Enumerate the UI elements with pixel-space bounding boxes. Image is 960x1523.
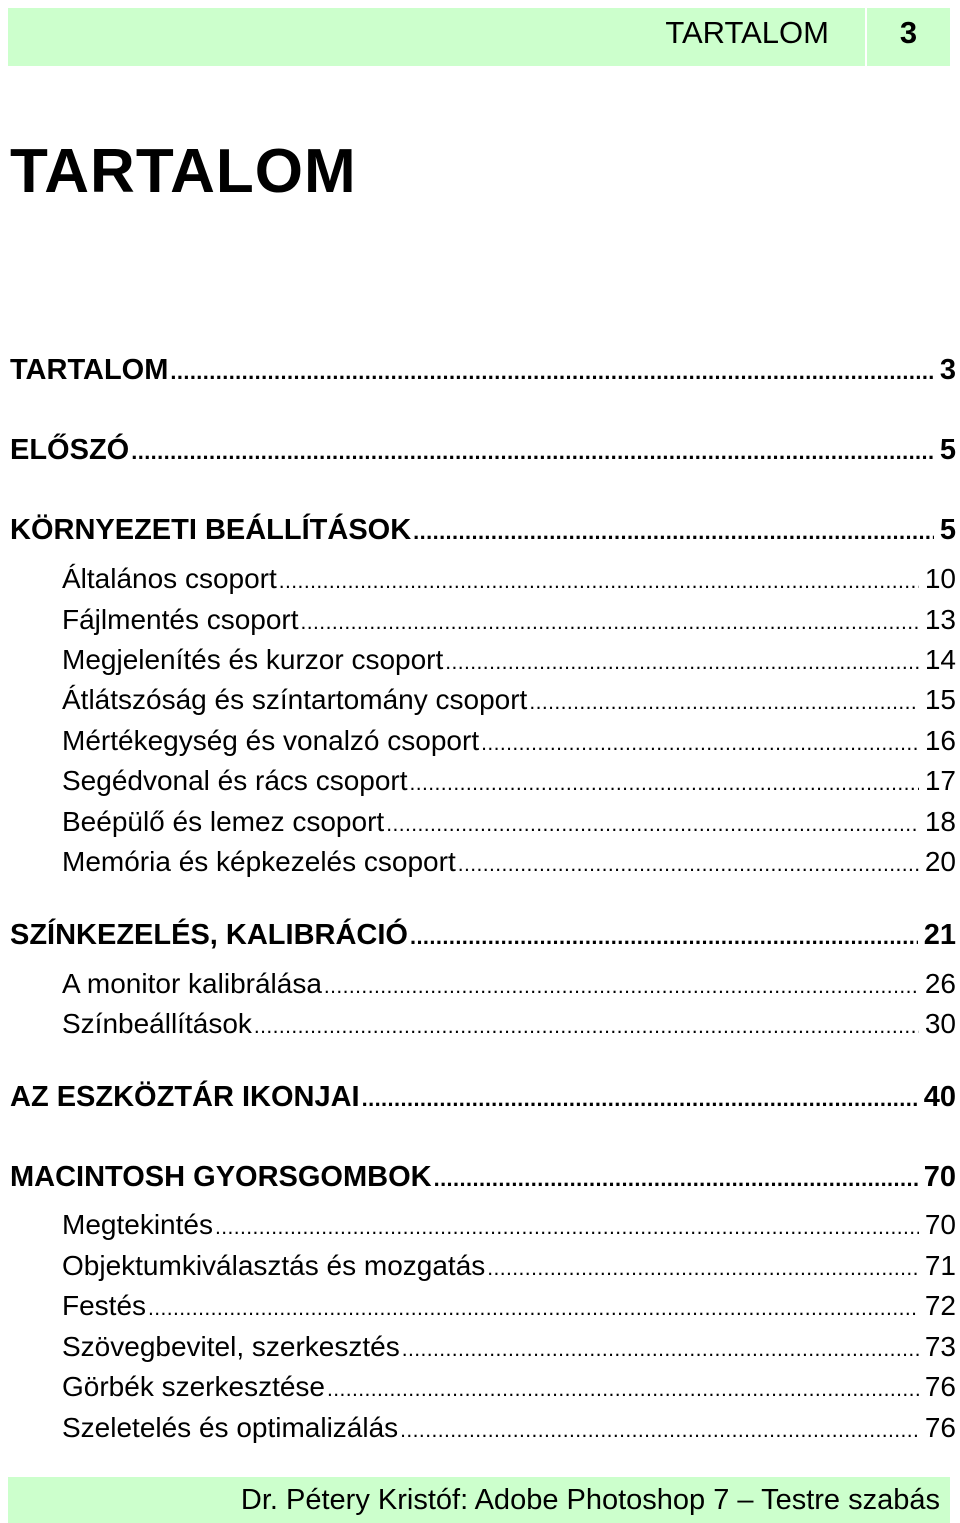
- toc-entry-page: 20: [924, 846, 956, 877]
- toc-entry[interactable]: [0, 641, 960, 679]
- toc-dot-leader: [327, 1371, 919, 1406]
- toc-entry-label: Általános csoport: [62, 563, 277, 594]
- toc-entry[interactable]: [0, 1328, 960, 1366]
- toc-entry-label: KÖRNYEZETI BEÁLLÍTÁSOK: [10, 514, 412, 546]
- toc-dot-leader: [279, 563, 919, 598]
- toc-entry-page: 70: [924, 1209, 956, 1240]
- toc-entry[interactable]: [0, 681, 960, 719]
- toc-entry-label: Görbék szerkesztése: [62, 1371, 325, 1402]
- toc-entry-page: 3: [939, 354, 956, 386]
- toc-dot-leader: [529, 684, 919, 719]
- toc-entry-label: Memória és képkezelés csoport: [62, 846, 456, 877]
- toc-entry-page: 71: [924, 1250, 956, 1281]
- toc-dot-leader: [445, 644, 919, 679]
- toc-dot-leader: [324, 968, 919, 1003]
- toc-entry-label: Színbeállítások: [62, 1008, 252, 1039]
- toc-entry-label: MACINTOSH GYORSGOMBOK: [10, 1161, 432, 1193]
- toc-entry[interactable]: [0, 1078, 960, 1116]
- toc-entry[interactable]: [0, 601, 960, 639]
- toc-entry[interactable]: [0, 803, 960, 841]
- toc-dot-leader: [481, 725, 919, 760]
- toc-entry-page: 76: [924, 1412, 956, 1443]
- toc-entry-page: 73: [924, 1331, 956, 1362]
- toc-entry[interactable]: [0, 1005, 960, 1043]
- toc-entry-page: 18: [924, 806, 956, 837]
- toc-entry-label: AZ ESZKÖZTÁR IKONJAI: [10, 1081, 360, 1113]
- toc-dot-leader: [402, 1331, 919, 1366]
- toc-entry[interactable]: [0, 1409, 960, 1447]
- toc-entry-label: Festés: [62, 1290, 147, 1321]
- toc-entry-page: 13: [924, 604, 956, 635]
- toc-entry[interactable]: [0, 916, 960, 954]
- toc-entry[interactable]: [0, 1247, 960, 1285]
- toc-entry-page: 30: [924, 1008, 956, 1039]
- toc-entry-page: 5: [939, 514, 956, 546]
- toc-entry-label: Objektumkiválasztás és mozgatás: [62, 1250, 486, 1281]
- toc-entry-label: ELŐSZÓ: [10, 434, 130, 466]
- toc-entry[interactable]: [0, 1158, 960, 1196]
- header-title: TARTALOM: [665, 15, 829, 50]
- toc-entry-label: Megjelenítés és kurzor csoport: [62, 644, 444, 675]
- toc-dot-leader: [170, 353, 933, 389]
- toc-entry-label: SZÍNKEZELÉS, KALIBRÁCIÓ: [10, 919, 408, 951]
- toc-entry[interactable]: [0, 1287, 960, 1325]
- toc-entry-page: 40: [923, 1081, 956, 1113]
- toc-entry-page: 70: [923, 1161, 956, 1193]
- toc-entry-page: 72: [924, 1290, 956, 1321]
- toc-dot-leader: [254, 1008, 919, 1043]
- toc-entry-label: Fájlmentés csoport: [62, 604, 299, 635]
- toc-entry[interactable]: [0, 965, 960, 1003]
- toc-dot-leader: [410, 918, 918, 954]
- toc-entry-page: 15: [924, 684, 956, 715]
- toc-dot-leader: [386, 806, 919, 841]
- toc-entry-label: Megtekintés: [62, 1209, 213, 1240]
- running-header: [8, 8, 950, 66]
- toc-dot-leader: [410, 765, 919, 800]
- toc-entry-page: 17: [924, 765, 956, 796]
- toc-entry-label: TARTALOM: [10, 354, 169, 386]
- toc-entry-page: 10: [924, 563, 956, 594]
- header-page-number: 3: [899, 15, 918, 50]
- page-title: TARTALOM: [10, 137, 357, 206]
- toc-entry[interactable]: [0, 1368, 960, 1406]
- toc-entry[interactable]: [0, 351, 960, 389]
- toc-dot-leader: [487, 1250, 919, 1285]
- toc-dot-leader: [400, 1412, 919, 1447]
- toc-entry-label: Szeletelés és optimalizálás: [62, 1412, 399, 1443]
- toc-entry[interactable]: [0, 762, 960, 800]
- running-footer: [8, 1477, 950, 1523]
- toc-entry-page: 16: [924, 725, 956, 756]
- toc-entry[interactable]: [0, 431, 960, 469]
- toc-entry-label: Beépülő és lemez csoport: [62, 806, 385, 837]
- toc-dot-leader: [458, 846, 919, 881]
- toc-entry-page: 76: [924, 1371, 956, 1402]
- toc-entry-page: 26: [924, 968, 956, 999]
- toc-dot-leader: [131, 433, 934, 469]
- toc-dot-leader: [215, 1209, 919, 1244]
- toc-entry-page: 14: [924, 644, 956, 675]
- toc-dot-leader: [413, 513, 934, 549]
- toc-entry[interactable]: [0, 560, 960, 598]
- toc-entry-label: Átlátszóság és színtartomány csoport: [62, 684, 528, 715]
- toc-dot-leader: [301, 604, 919, 639]
- toc-entry[interactable]: [0, 511, 960, 549]
- toc-dot-leader: [434, 1160, 918, 1196]
- footer-text: Dr. Pétery Kristóf: Adobe Photoshop 7 – Testre szabás: [240, 1484, 940, 1516]
- toc-entry[interactable]: [0, 1206, 960, 1244]
- toc-entry[interactable]: [0, 843, 960, 881]
- toc-entry-page: 21: [923, 919, 956, 951]
- toc-entry-label: Segédvonal és rács csoport: [62, 765, 408, 796]
- toc-dot-leader: [148, 1290, 919, 1325]
- toc-entry-label: Mértékegység és vonalzó csoport: [62, 725, 480, 756]
- toc-entry-label: A monitor kalibrálása: [62, 968, 322, 999]
- toc-entry[interactable]: [0, 722, 960, 760]
- toc-entry-label: Szövegbevitel, szerkesztés: [62, 1331, 400, 1362]
- toc-entry-page: 5: [939, 434, 956, 466]
- toc-dot-leader: [362, 1080, 918, 1116]
